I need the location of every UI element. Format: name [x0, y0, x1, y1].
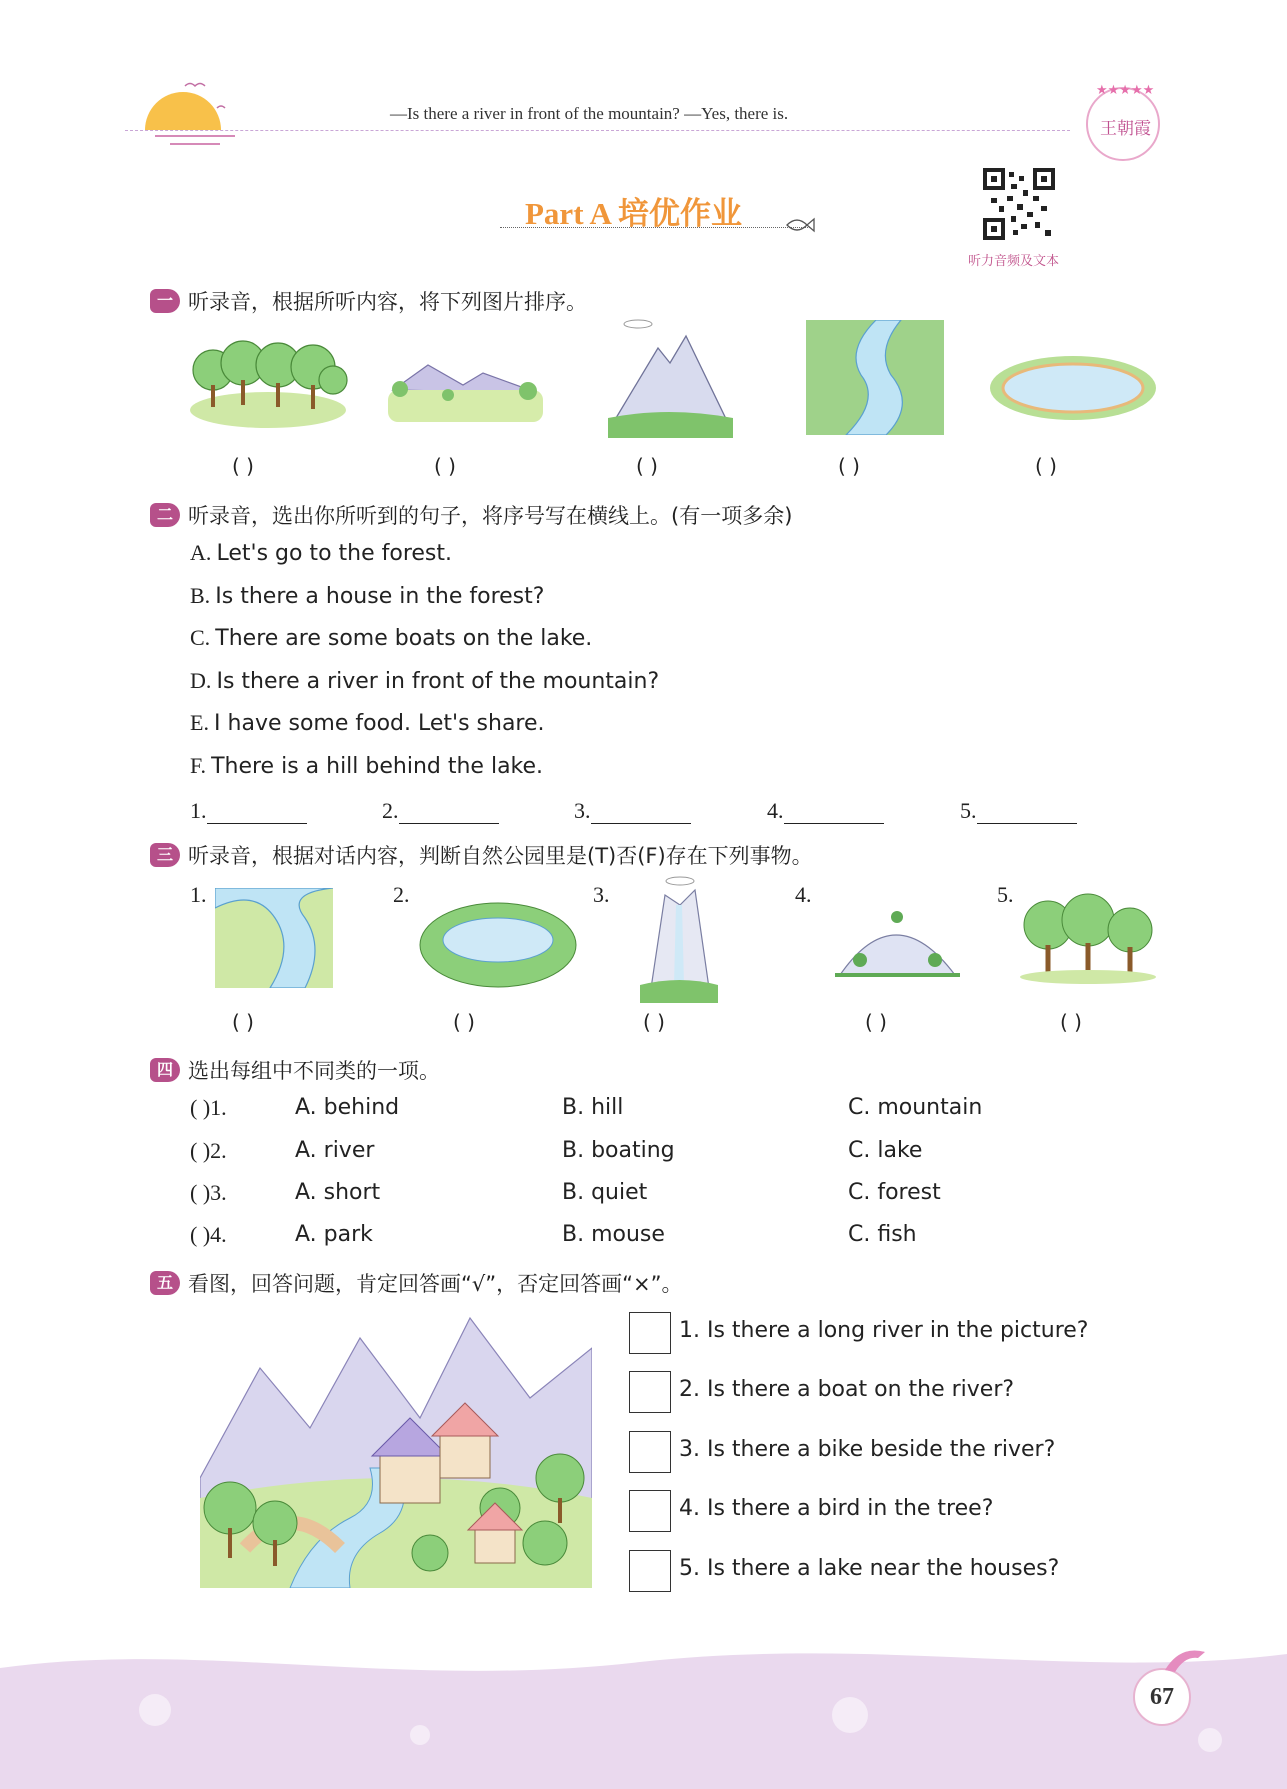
question-text: 1. Is there a long river in the picture?	[679, 1318, 1089, 1343]
mountain-icon	[608, 318, 733, 438]
answer-blank[interactable]: 3.	[574, 798, 691, 824]
item-number: 1.	[190, 882, 207, 907]
answer-paren[interactable]: ( )	[1060, 1010, 1082, 1034]
question-text: 2. Is there a boat on the river?	[679, 1377, 1015, 1402]
answer-blank[interactable]: 4.	[767, 798, 884, 824]
option-b: B. quiet	[562, 1180, 648, 1205]
answer-paren[interactable]: ( )	[865, 1010, 887, 1034]
answer-paren[interactable]: ( )	[453, 1010, 475, 1034]
choice-row	[190, 1180, 1090, 1220]
section-badge: 四	[150, 1058, 180, 1082]
sentence-option: B. Is there a house in the forest?	[190, 582, 545, 609]
section2-header	[150, 500, 792, 530]
header-divider	[125, 130, 1070, 131]
section2-instruction: 听录音，选出你所听到的句子，将序号写在横线上。(有一项多余)	[188, 504, 793, 528]
title-underline	[500, 227, 810, 228]
answer-paren[interactable]: ( )	[232, 454, 254, 478]
question-text: 5. Is there a lake near the houses?	[679, 1556, 1060, 1581]
question-text: 3. Is there a bike beside the river?	[679, 1437, 1056, 1462]
answer-blank[interactable]: 2.	[382, 798, 499, 824]
village-scene-illustration	[200, 1308, 592, 1588]
answer-paren[interactable]: ( )	[1035, 454, 1057, 478]
answer-paren[interactable]: ( )2.	[190, 1138, 227, 1163]
brand-logo	[1082, 80, 1164, 162]
sentence-list	[190, 540, 659, 795]
answer-paren[interactable]: ( )1.	[190, 1095, 227, 1120]
option-a: A. park	[295, 1222, 373, 1247]
header-dialogue: —Is there a river in front of the mountain? —Yes, there is.	[390, 104, 789, 123]
item-number: 3.	[593, 882, 610, 907]
question-text: 4. Is there a bird in the tree?	[679, 1496, 994, 1521]
section-badge: 五	[150, 1271, 180, 1295]
answer-paren[interactable]: ( )	[838, 454, 860, 478]
fish-icon	[785, 215, 815, 235]
option-c: C. forest	[848, 1180, 941, 1205]
dolphin-icon	[1160, 1640, 1210, 1680]
section4-instruction: 选出每组中不同类的一项。	[188, 1059, 440, 1083]
answer-checkbox[interactable]	[629, 1371, 671, 1413]
option-a: A. short	[295, 1180, 381, 1205]
section5-header	[150, 1268, 683, 1298]
section3-header	[150, 840, 813, 870]
item-number: 5.	[997, 882, 1014, 907]
answer-paren[interactable]: ( )3.	[190, 1180, 227, 1205]
svg-text:★★★★★: ★★★★★	[1096, 83, 1155, 98]
item-number: 2.	[393, 882, 410, 907]
option-c: C. fish	[848, 1222, 917, 1247]
footer-wave	[0, 1640, 1287, 1789]
hill-icon	[835, 905, 960, 980]
section-badge: 一	[150, 289, 180, 313]
option-b: B. mouse	[562, 1222, 665, 1247]
answer-paren[interactable]: ( )	[643, 1010, 665, 1034]
item-number: 4.	[795, 882, 812, 907]
section5-instruction: 看图，回答问题，肯定回答画“√”，否定回答画“×”。	[188, 1272, 683, 1296]
page-number: 67	[1133, 1668, 1191, 1726]
waterfall-icon	[640, 875, 718, 1003]
option-a: A. river	[295, 1138, 375, 1163]
trees-icon	[1018, 885, 1158, 985]
page-title: Part A 培优作业	[525, 196, 742, 231]
answer-paren[interactable]: ( )	[232, 1010, 254, 1034]
section4-header	[150, 1055, 440, 1085]
lake-icon	[988, 348, 1158, 423]
section1-instruction: 听录音，根据所听内容，将下列图片排序。	[188, 290, 587, 314]
option-b: B. boating	[562, 1138, 675, 1163]
answer-checkbox[interactable]	[629, 1490, 671, 1532]
hill-icon	[388, 345, 543, 425]
section-badge: 二	[150, 503, 180, 527]
river-icon	[806, 320, 944, 435]
answer-paren[interactable]: ( )	[636, 454, 658, 478]
choice-row	[190, 1138, 1090, 1178]
option-c: C. lake	[848, 1138, 923, 1163]
answer-blank[interactable]: 1.	[190, 798, 307, 824]
sentence-option: D. Is there a river in front of the mountain?	[190, 667, 660, 694]
answer-paren[interactable]: ( )	[434, 454, 456, 478]
sentence-option: A. Let's go to the forest.	[190, 540, 452, 566]
answer-checkbox[interactable]	[629, 1550, 671, 1592]
river-icon	[215, 888, 333, 988]
answer-checkbox[interactable]	[629, 1431, 671, 1473]
option-b: B. hill	[562, 1095, 624, 1120]
option-a: A. behind	[295, 1095, 400, 1120]
section-badge: 三	[150, 843, 180, 867]
sun-logo-icon	[135, 78, 245, 153]
forest-icon	[188, 325, 348, 430]
answer-checkbox[interactable]	[629, 1312, 671, 1354]
sentence-option: F. There is a hill behind the lake.	[190, 752, 544, 779]
logo-text: 王朝霞	[1100, 119, 1151, 139]
sentence-option: C. There are some boats on the lake.	[190, 625, 593, 651]
choice-row	[190, 1095, 1090, 1135]
qr-caption: 听力音频及文本	[968, 254, 1060, 269]
choice-row	[190, 1222, 1090, 1262]
answer-paren[interactable]: ( )4.	[190, 1222, 227, 1247]
lake-icon	[418, 890, 578, 990]
section3-instruction: 听录音，根据对话内容，判断自然公园里是(T)否(F)存在下列事物。	[188, 844, 813, 868]
sentence-option: E. I have some food. Let's share.	[190, 710, 545, 736]
option-c: C. mountain	[848, 1095, 983, 1120]
qr-code-icon[interactable]	[983, 168, 1055, 240]
section1-header	[150, 286, 587, 316]
answer-blank[interactable]: 5.	[960, 798, 1077, 824]
